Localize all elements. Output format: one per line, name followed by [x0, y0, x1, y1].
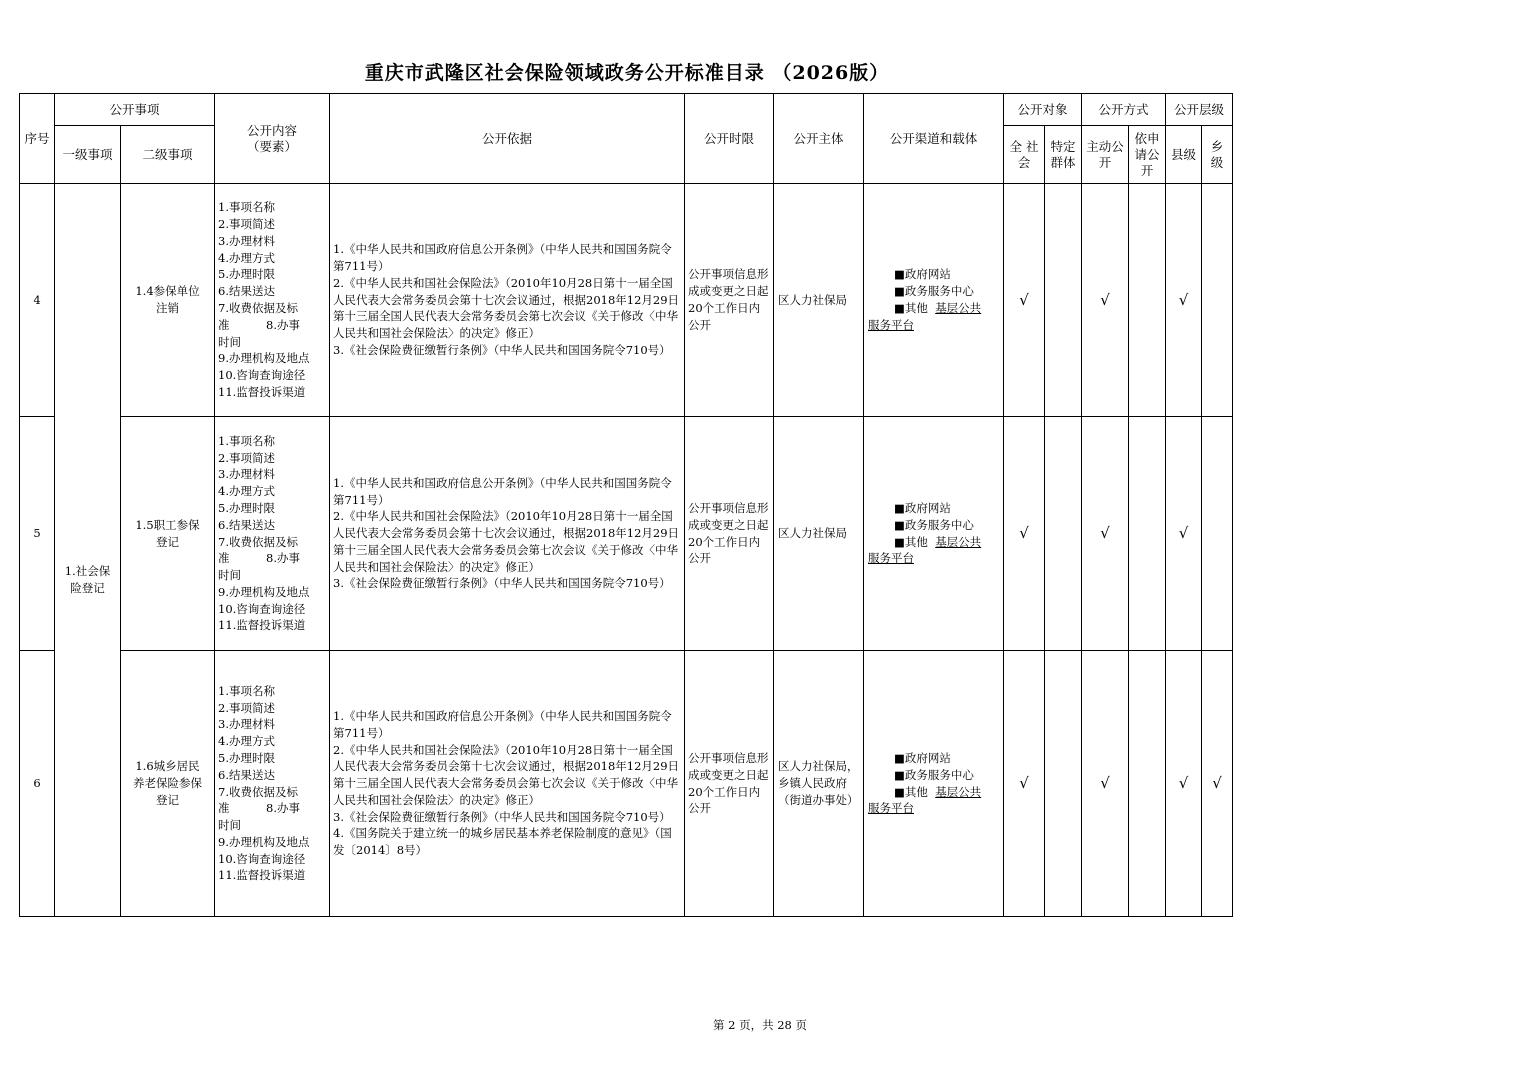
header-subject: 公开主体 — [774, 94, 864, 184]
row-level2: 1.6城乡居民 养老保险参保 登记 — [121, 651, 215, 917]
table-row — [20, 417, 1233, 651]
channel-gov-website: ■政府网站 — [894, 500, 951, 515]
check-method-active: √ — [1082, 417, 1129, 651]
catalog-table — [19, 93, 1233, 917]
elements-part-a: 1.事项名称 2.事项简述 3.办理材料 4.办理方式 5.办理时限 6.结果送达 7.收费依据及标 — [218, 200, 298, 315]
channel-other-text: 基层公共 — [935, 301, 982, 315]
document-title: 重庆市武隆区社会保险领域政务公开标准目录 （2026版） — [364, 62, 890, 84]
check-method-active: √ — [1082, 184, 1129, 417]
check-method-apply — [1129, 651, 1166, 917]
row-time-limit: 公开事项信息形成或变更之日起20个工作日内公开 — [685, 651, 774, 917]
channel-other-text: 基层公共 — [935, 784, 982, 799]
check-method-apply — [1129, 184, 1166, 417]
elements-part-c: 时间 9.办理机构及地点 10.咨询查询途径 11.监督投诉渠道 — [218, 818, 310, 883]
check-level-county: √ — [1166, 184, 1202, 417]
row-subject: 区人力社保局 — [774, 184, 864, 417]
row-basis: 1.《中华人民共和国政府信息公开条例》（中华人民共和国国务院令第711号） 2.《中华人民共和国社会保险法》（2010年10月28日第十一届全国人民代表大会常务委员会第十七次会议通过，根据2018年12月29日第十三届全国人民代表大会常务委员会第七次会议《关于修改〈中华人民共和国社会保险法〉的决定》修正） 3.《社会保险费征缴暂行条例》（中华人民共和国国务院令710号） — [330, 417, 685, 651]
header-level-town: 乡 级 — [1202, 126, 1233, 184]
header-level-county: 县级 — [1166, 126, 1202, 184]
row-level2: 1.4参保单位 注销 — [121, 184, 215, 417]
header-method-active: 主动公 开 — [1082, 126, 1129, 184]
channel-other: ■其他 — [894, 534, 928, 549]
check-target-specific — [1045, 651, 1082, 917]
row-level2: 1.5职工参保 登记 — [121, 417, 215, 651]
header-method: 公开方式 — [1082, 94, 1166, 126]
channel-service-center: ■政务服务中心 — [894, 517, 974, 532]
channel-service-center: ■政务服务中心 — [894, 767, 974, 782]
elements-part-b: 准 8.办事 — [218, 551, 301, 566]
elements-part-c: 时间 9.办理机构及地点 10.咨询查询途径 11.监督投诉渠道 — [218, 568, 310, 633]
row-seq: 6 — [20, 651, 55, 917]
channel-gov-website: ■政府网站 — [894, 750, 951, 765]
check-level-town — [1202, 417, 1233, 651]
elements-part-a: 1.事项名称 2.事项简述 3.办理材料 4.办理方式 5.办理时限 6.结果送达 7.收费依据及标 — [218, 683, 298, 799]
row-basis: 1.《中华人民共和国政府信息公开条例》（中华人民共和国国务院令第711号） 2.《中华人民共和国社会保险法》（2010年10月28日第十一届全国人民代表大会常务委员会第十七次会议通过，根据2018年12月29日第十三届全国人民代表大会常务委员会第七次会议《关于修改〈中华人民共和国社会保险法〉的决定》修正） 3.《社会保险费征缴暂行条例》（中华人民共和国国务院令710号） — [330, 184, 685, 417]
elements-part-b: 准 8.办事 — [218, 317, 301, 332]
check-target-specific — [1045, 184, 1082, 417]
check-method-active: √ — [1082, 651, 1129, 917]
header-target: 公开对象 — [1004, 94, 1082, 126]
level1-item: 1.社会保 险登记 — [55, 184, 121, 917]
row-elements — [215, 651, 330, 917]
check-level-town — [1202, 184, 1233, 417]
channel-other-text-cont: 服务平台 — [868, 801, 914, 816]
row-elements — [215, 184, 330, 417]
header-channel: 公开渠道和载体 — [864, 94, 1004, 184]
row-channel — [864, 417, 1004, 651]
check-target-all: √ — [1004, 417, 1045, 651]
header-basis: 公开依据 — [330, 94, 685, 184]
channel-other-text-cont: 服务平台 — [868, 551, 914, 566]
header-seq: 序号 — [20, 94, 55, 184]
header-time-limit: 公开时限 — [685, 94, 774, 184]
channel-service-center: ■政务服务中心 — [894, 284, 974, 299]
row-basis: 1.《中华人民共和国政府信息公开条例》（中华人民共和国国务院令第711号） 2.《中华人民共和国社会保险法》（2010年10月28日第十一届全国人民代表大会常务委员会第十七次会议通过，根据2018年12月29日第十三届全国人民代表大会常务委员会第七次会议《关于修改〈中华人民共和国社会保险法〉的决定》修正） 3.《社会保险费征缴暂行条例》（中华人民共和国国务院令710号） 4.《国务院关于建立统一的城乡居民基本养老保险制度的意见》（国发〔2014〕8号） — [330, 651, 685, 917]
elements-part-a: 1.事项名称 2.事项简述 3.办理材料 4.办理方式 5.办理时限 6.结果送达 7.收费依据及标 — [218, 433, 298, 549]
channel-other: ■其他 — [894, 784, 928, 799]
table-row — [20, 184, 1233, 417]
elements-part-b: 准 8.办事 — [218, 801, 301, 816]
table-row — [20, 651, 1233, 917]
row-seq: 4 — [20, 184, 55, 417]
header-target-specific: 特定 群体 — [1045, 126, 1082, 184]
channel-other-text: 基层公共 — [935, 534, 982, 549]
check-level-county: √ — [1166, 651, 1202, 917]
header-level: 公开层级 — [1166, 94, 1233, 126]
channel-other-text-cont: 服务平台 — [868, 317, 914, 332]
check-target-specific — [1045, 417, 1082, 651]
row-seq: 5 — [20, 417, 55, 651]
row-time-limit: 公开事项信息形成或变更之日起20个工作日内公开 — [685, 184, 774, 417]
check-level-county: √ — [1166, 417, 1202, 651]
header-method-apply: 依申 请公 开 — [1129, 126, 1166, 184]
check-target-all: √ — [1004, 184, 1045, 417]
row-time-limit: 公开事项信息形成或变更之日起20个工作日内公开 — [685, 417, 774, 651]
channel-gov-website: ■政府网站 — [894, 267, 951, 282]
page-footer: 第 2 页，共 28 页 — [712, 1018, 808, 1032]
row-channel — [864, 184, 1004, 417]
header-target-all: 全 社 会 — [1004, 126, 1045, 184]
check-target-all: √ — [1004, 651, 1045, 917]
row-elements — [215, 417, 330, 651]
header-level1: 一级事项 — [55, 126, 121, 184]
header-matter: 公开事项 — [55, 94, 215, 126]
header-content: 公开内容 （要素） — [215, 94, 330, 184]
row-channel — [864, 651, 1004, 917]
check-method-apply — [1129, 417, 1166, 651]
channel-other: ■其他 — [894, 301, 928, 315]
check-level-town: √ — [1202, 651, 1233, 917]
elements-part-c: 时间 9.办理机构及地点 10.咨询查询途径 11.监督投诉渠道 — [218, 334, 310, 399]
row-subject: 区人力社保局 — [774, 417, 864, 651]
row-subject: 区人力社保局，乡镇人民政府（街道办事处） — [774, 651, 864, 917]
header-level2: 二级事项 — [121, 126, 215, 184]
